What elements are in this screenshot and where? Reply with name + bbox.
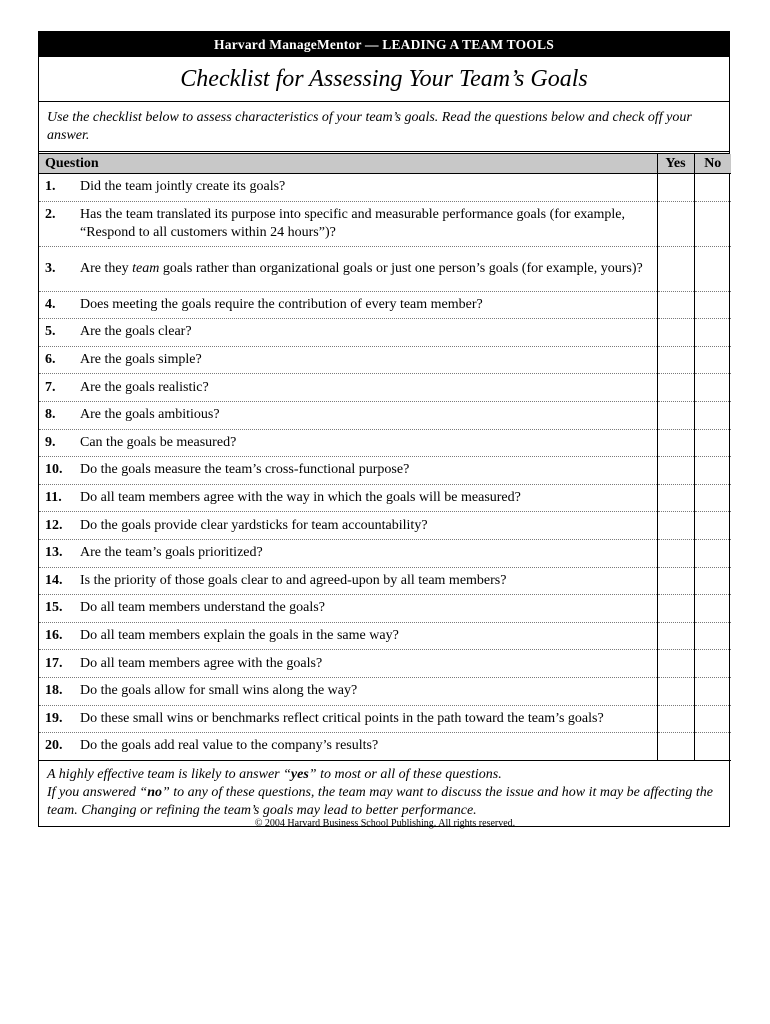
question-number: 15. (45, 600, 63, 616)
question-text: Do all team members understand the goals? (80, 600, 325, 616)
question-cell (39, 595, 657, 623)
page-title: Checklist for Assessing Your Team’s Goals (39, 57, 729, 102)
question-text: Do the goals allow for small wins along the way? (80, 683, 358, 699)
no-checkbox[interactable] (694, 374, 731, 402)
table-row (39, 346, 731, 374)
table-row (39, 374, 731, 402)
no-checkbox[interactable] (694, 346, 731, 374)
yes-checkbox[interactable] (657, 429, 694, 457)
table-row (39, 246, 731, 291)
yes-checkbox[interactable] (657, 174, 694, 202)
no-emphasis: no (147, 784, 162, 800)
question-number: 3. (45, 260, 56, 276)
table-row (39, 733, 731, 761)
question-text: Do the goals provide clear yardsticks for team accountability? (80, 517, 428, 533)
question-cell (39, 246, 657, 291)
question-cell (39, 539, 657, 567)
table-row (39, 677, 731, 705)
yes-emphasis: yes (290, 766, 309, 782)
question-text: Do the goals measure the team’s cross-functional purpose? (80, 462, 410, 478)
closing-note (39, 761, 729, 826)
table-row (39, 539, 731, 567)
checklist-form (38, 31, 730, 827)
no-checkbox[interactable] (694, 677, 731, 705)
question-cell (39, 346, 657, 374)
question-number: 2. (45, 206, 56, 222)
question-text: Did the team jointly create its goals? (80, 179, 286, 195)
instructions-text: Use the checklist below to assess characteristics of your team’s goals. Read the questions below and check off your answer. (39, 102, 729, 154)
table-row (39, 567, 731, 595)
yes-column-header: Yes (657, 154, 694, 174)
question-cell (39, 622, 657, 650)
question-text: Do all team members explain the goals in the same way? (80, 628, 399, 644)
question-number: 17. (45, 655, 63, 671)
table-row (39, 291, 731, 319)
closing-line-2: If you answered “no” to any of these questions, the team may want to discuss the issue and how it may be affecting the team. Changing or refining the team’s goals may lead to better performance. (47, 784, 713, 818)
question-number: 8. (45, 407, 56, 423)
question-number: 14. (45, 572, 63, 588)
no-checkbox[interactable] (694, 650, 731, 678)
checklist-table (39, 154, 731, 761)
no-checkbox[interactable] (694, 319, 731, 347)
question-text: Is the priority of those goals clear to and agreed-upon by all team members? (80, 572, 507, 588)
no-checkbox[interactable] (694, 705, 731, 733)
yes-checkbox[interactable] (657, 595, 694, 623)
question-cell (39, 457, 657, 485)
question-cell (39, 319, 657, 347)
yes-checkbox[interactable] (657, 246, 694, 291)
copyright-footer: © 2004 Harvard Business School Publishing. All rights reserved. (254, 818, 516, 829)
question-cell (39, 512, 657, 540)
question-cell (39, 429, 657, 457)
table-row (39, 650, 731, 678)
closing-line-1: A highly effective team is likely to answer “yes” to most or all of these questions. (47, 766, 502, 782)
question-number: 4. (45, 296, 56, 312)
question-text: Can the goals be measured? (80, 434, 237, 450)
question-text: Do the goals add real value to the company’s results? (80, 738, 379, 754)
table-header-row (39, 154, 731, 174)
no-checkbox[interactable] (694, 457, 731, 485)
no-checkbox[interactable] (694, 246, 731, 291)
question-number: 1. (45, 179, 56, 195)
question-number: 19. (45, 710, 63, 726)
yes-checkbox[interactable] (657, 622, 694, 650)
yes-checkbox[interactable] (657, 291, 694, 319)
question-text: Are the goals ambitious? (80, 407, 220, 423)
question-number: 20. (45, 738, 63, 754)
yes-checkbox[interactable] (657, 567, 694, 595)
question-cell (39, 401, 657, 429)
no-checkbox[interactable] (694, 567, 731, 595)
question-cell (39, 650, 657, 678)
series-banner: Harvard ManageMentor — LEADING A TEAM TOOLS (39, 32, 729, 57)
question-text: Do all team members agree with the way in which the goals will be measured? (80, 490, 521, 506)
yes-checkbox[interactable] (657, 484, 694, 512)
question-cell (39, 677, 657, 705)
question-text: Do these small wins or benchmarks reflect critical points in the path toward the team’s goals? (80, 710, 604, 726)
question-text: Has the team translated its purpose into specific and measurable performance goals (for example, “Respond to all customers within 24 hours”)? (80, 206, 626, 240)
question-text: Does meeting the goals require the contribution of every team member? (80, 296, 483, 312)
no-column-header: No (694, 154, 731, 174)
table-row (39, 484, 731, 512)
question-text: Are the goals realistic? (80, 379, 209, 395)
table-row (39, 622, 731, 650)
yes-checkbox[interactable] (657, 650, 694, 678)
table-row (39, 174, 731, 202)
table-row (39, 429, 731, 457)
table-row (39, 705, 731, 733)
question-number: 13. (45, 545, 63, 561)
question-cell (39, 567, 657, 595)
yes-checkbox[interactable] (657, 539, 694, 567)
no-checkbox[interactable] (694, 484, 731, 512)
table-row (39, 319, 731, 347)
question-cell (39, 733, 657, 761)
question-text: Do all team members agree with the goals? (80, 655, 323, 671)
yes-checkbox[interactable] (657, 705, 694, 733)
question-number: 6. (45, 352, 56, 368)
table-row (39, 457, 731, 485)
question-number: 18. (45, 683, 63, 699)
question-text: Are the goals simple? (80, 352, 202, 368)
yes-checkbox[interactable] (657, 677, 694, 705)
question-number: 12. (45, 517, 63, 533)
question-cell (39, 705, 657, 733)
table-row (39, 201, 731, 246)
table-row (39, 595, 731, 623)
question-cell (39, 484, 657, 512)
question-cell (39, 291, 657, 319)
no-checkbox[interactable] (694, 595, 731, 623)
no-checkbox[interactable] (694, 539, 731, 567)
question-number: 9. (45, 434, 56, 450)
no-checkbox[interactable] (694, 201, 731, 246)
no-checkbox[interactable] (694, 622, 731, 650)
question-column-header: Question (39, 154, 657, 174)
yes-checkbox[interactable] (657, 201, 694, 246)
no-checkbox[interactable] (694, 401, 731, 429)
question-text: Are they team goals rather than organizational goals or just one person’s goals (for example, yours)? (80, 260, 643, 276)
yes-checkbox[interactable] (657, 401, 694, 429)
question-cell (39, 174, 657, 202)
no-checkbox[interactable] (694, 429, 731, 457)
yes-checkbox[interactable] (657, 733, 694, 761)
yes-checkbox[interactable] (657, 374, 694, 402)
yes-checkbox[interactable] (657, 512, 694, 540)
no-checkbox[interactable] (694, 174, 731, 202)
no-checkbox[interactable] (694, 291, 731, 319)
no-checkbox[interactable] (694, 512, 731, 540)
question-number: 5. (45, 324, 56, 340)
question-number: 16. (45, 628, 63, 644)
yes-checkbox[interactable] (657, 457, 694, 485)
yes-checkbox[interactable] (657, 319, 694, 347)
question-text: Are the goals clear? (80, 324, 192, 340)
yes-checkbox[interactable] (657, 346, 694, 374)
question-number: 10. (45, 462, 63, 478)
question-cell (39, 201, 657, 246)
question-number: 7. (45, 379, 56, 395)
no-checkbox[interactable] (694, 733, 731, 761)
table-row (39, 512, 731, 540)
question-cell (39, 374, 657, 402)
question-number: 11. (45, 490, 62, 506)
question-text: Are the team’s goals prioritized? (80, 545, 263, 561)
table-row (39, 401, 731, 429)
